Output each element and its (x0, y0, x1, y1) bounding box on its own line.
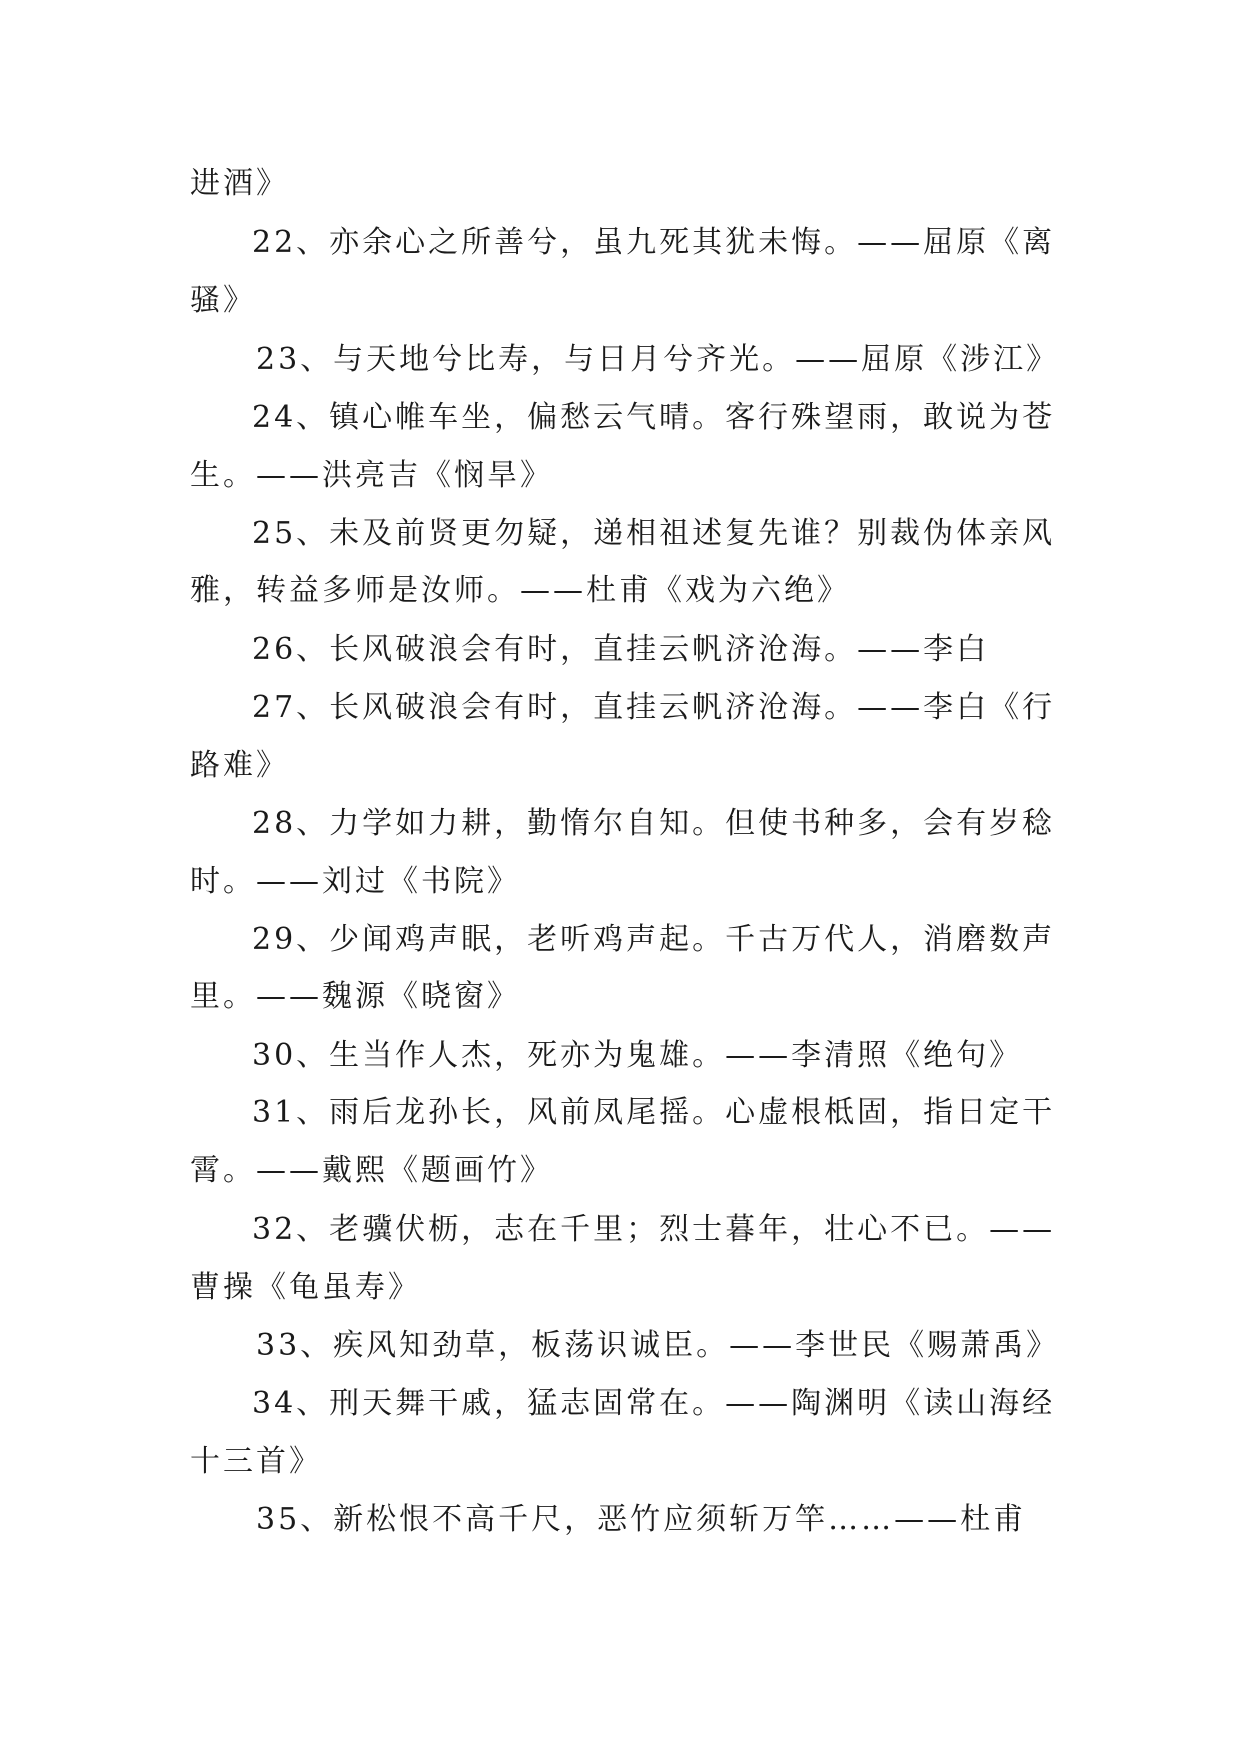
text-line: 曹操《龟虽寿》 (190, 1270, 421, 1305)
quote-29: 29、少闻鸡声眠，老听鸡声起。千古万代人，消磨数声 (252, 922, 1056, 957)
quote-22: 22、亦余心之所善兮，虽九死其犹未悔。——屈原《离 (252, 225, 1056, 260)
text-line: 雅，转益多师是汝师。——杜甫《戏为六绝》 (190, 573, 850, 608)
quote-24: 24、镇心帷车坐，偏愁云气晴。客行殊望雨，敢说为苍 (252, 400, 1056, 435)
quote-28: 28、力学如力耕，勤惰尔自知。但使书种多，会有岁稔 (252, 806, 1056, 841)
quote-30: 30、生当作人杰，死亦为鬼雄。——李清照《绝句》 (252, 1038, 1023, 1073)
quote-25: 25、未及前贤更勿疑，递相祖述复先谁？别裁伪体亲风 (252, 516, 1056, 551)
text-line: 骚》 (190, 283, 256, 318)
quote-32: 32、老骥伏枥，志在千里；烈士暮年，壮心不已。—— (252, 1212, 1056, 1247)
quote-33: 33、疾风知劲草，板荡识诚臣。——李世民《赐萧禹》 (256, 1328, 1060, 1363)
text-line: 路难》 (190, 748, 289, 783)
text-line: 生。——洪亮吉《悯旱》 (190, 458, 553, 493)
quote-35: 35、新松恨不高千尺，恶竹应须斩万竿……——杜甫 (256, 1502, 1027, 1537)
quote-26: 26、长风破浪会有时，直挂云帆济沧海。——李白 (252, 632, 990, 667)
quote-23: 23、与天地兮比寿，与日月兮齐光。——屈原《涉江》 (256, 342, 1060, 377)
quote-34: 34、刑天舞干戚，猛志固常在。——陶渊明《读山海经 (252, 1386, 1056, 1421)
text-line: 进酒》 (190, 166, 289, 201)
text-line: 十三首》 (190, 1444, 322, 1479)
text-line: 霄。——戴熙《题画竹》 (190, 1153, 553, 1188)
text-line: 里。——魏源《晓窗》 (190, 979, 520, 1014)
quote-27: 27、长风破浪会有时，直挂云帆济沧海。——李白《行 (252, 690, 1056, 725)
text-line: 时。——刘过《书院》 (190, 864, 520, 899)
quote-31: 31、雨后龙孙长，风前凤尾摇。心虚根柢固，指日定干 (252, 1095, 1056, 1130)
